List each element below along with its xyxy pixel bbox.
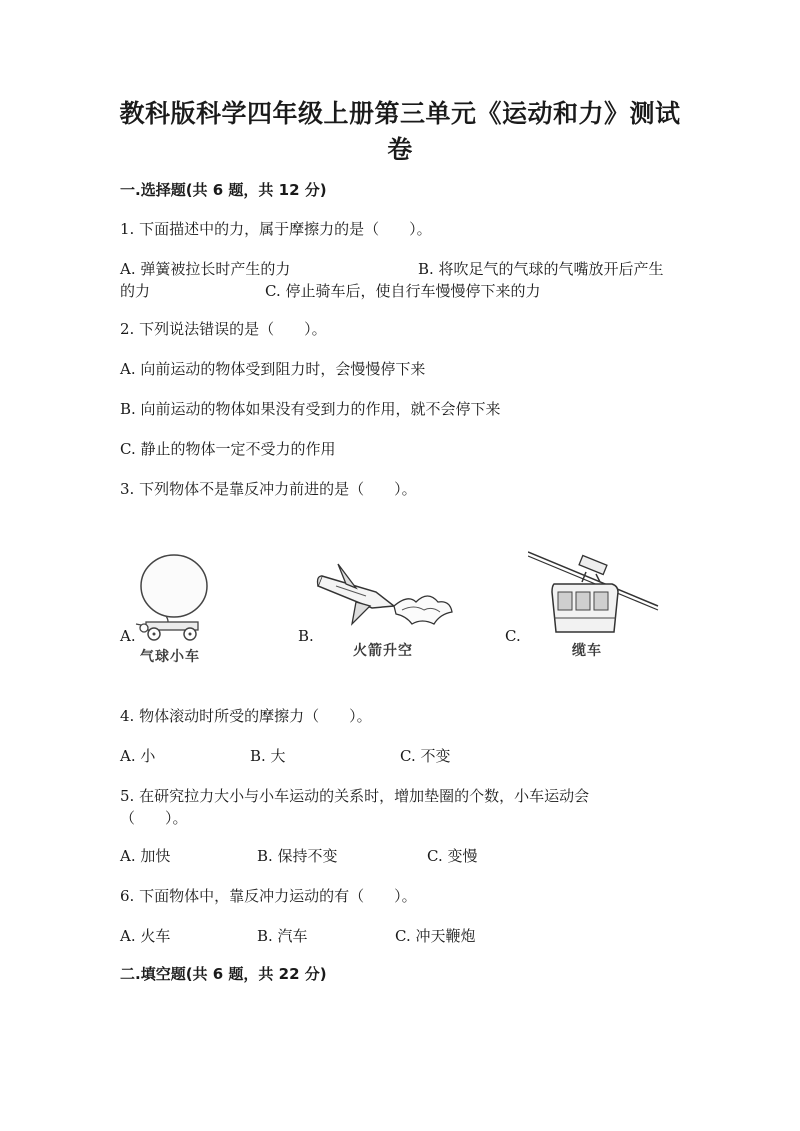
question-1-option-b-continued: 的力 (120, 282, 151, 300)
question-1-stem: 1. 下面描述中的力，属于摩擦力的是（ ）。 (120, 220, 432, 238)
question-2-option-b[interactable]: B. 向前运动的物体如果没有受到力的作用，就不会停下来 (120, 400, 501, 418)
cable-car-image (528, 546, 660, 636)
question-1-option-c[interactable]: C. 停止骑车后，使自行车慢慢停下来的力 (265, 282, 541, 300)
question-4-option-c[interactable]: C. 不变 (400, 747, 451, 765)
caption-cable-car: 缆车 (572, 643, 602, 659)
question-5-option-c[interactable]: C. 变慢 (427, 847, 478, 865)
question-5-stem-continued: （ ）。 (120, 809, 188, 827)
question-6-option-a[interactable]: A. 火车 (120, 927, 171, 945)
question-5-option-a[interactable]: A. 加快 (120, 847, 171, 865)
question-4-option-a[interactable]: A. 小 (120, 747, 156, 765)
question-2-option-a[interactable]: A. 向前运动的物体受到阻力时，会慢慢停下来 (120, 360, 426, 378)
page-title (100, 96, 700, 168)
title-line-2: 卷 (387, 135, 413, 164)
question-4-option-b[interactable]: B. 大 (250, 747, 286, 765)
question-6-option-b[interactable]: B. 汽车 (257, 927, 308, 945)
question-5-option-b[interactable]: B. 保持不变 (257, 847, 338, 865)
question-2-option-c[interactable]: C. 静止的物体一定不受力的作用 (120, 440, 336, 458)
section-heading-fill-in: 二.填空题(共 6 题，共 22 分) (120, 965, 327, 983)
question-5-stem: 5. 在研究拉力大小与小车运动的关系时，增加垫圈的个数，小车运动会 (120, 787, 590, 805)
question-3-option-b[interactable]: B. (298, 627, 314, 645)
question-1-option-b[interactable]: B. 将吹足气的气球的气嘴放开后产生 (418, 260, 664, 278)
section-heading-choice: 一.选择题(共 6 题，共 12 分) (120, 181, 327, 199)
rocket-launch-image (316, 562, 456, 632)
question-4-stem: 4. 物体滚动时所受的摩擦力（ ）。 (120, 707, 372, 725)
question-1-option-a[interactable]: A. 弹簧被拉长时产生的力 (120, 260, 291, 278)
question-6-stem: 6. 下面物体中，靠反冲力运动的有（ ）。 (120, 887, 417, 905)
question-3-option-c[interactable]: C. (505, 627, 521, 645)
balloon-car-image (132, 552, 212, 642)
question-2-stem: 2. 下列说法错误的是（ ）。 (120, 320, 327, 338)
question-3-stem: 3. 下列物体不是靠反冲力前进的是（ ）。 (120, 480, 417, 498)
question-3-option-a[interactable]: A. (120, 627, 136, 645)
caption-balloon-car: 气球小车 (140, 649, 200, 665)
question-6-option-c[interactable]: C. 冲天鞭炮 (395, 927, 476, 945)
caption-rocket: 火箭升空 (353, 643, 413, 659)
title-line-1: 教科版科学四年级上册第三单元《运动和力》测试 (119, 99, 681, 128)
